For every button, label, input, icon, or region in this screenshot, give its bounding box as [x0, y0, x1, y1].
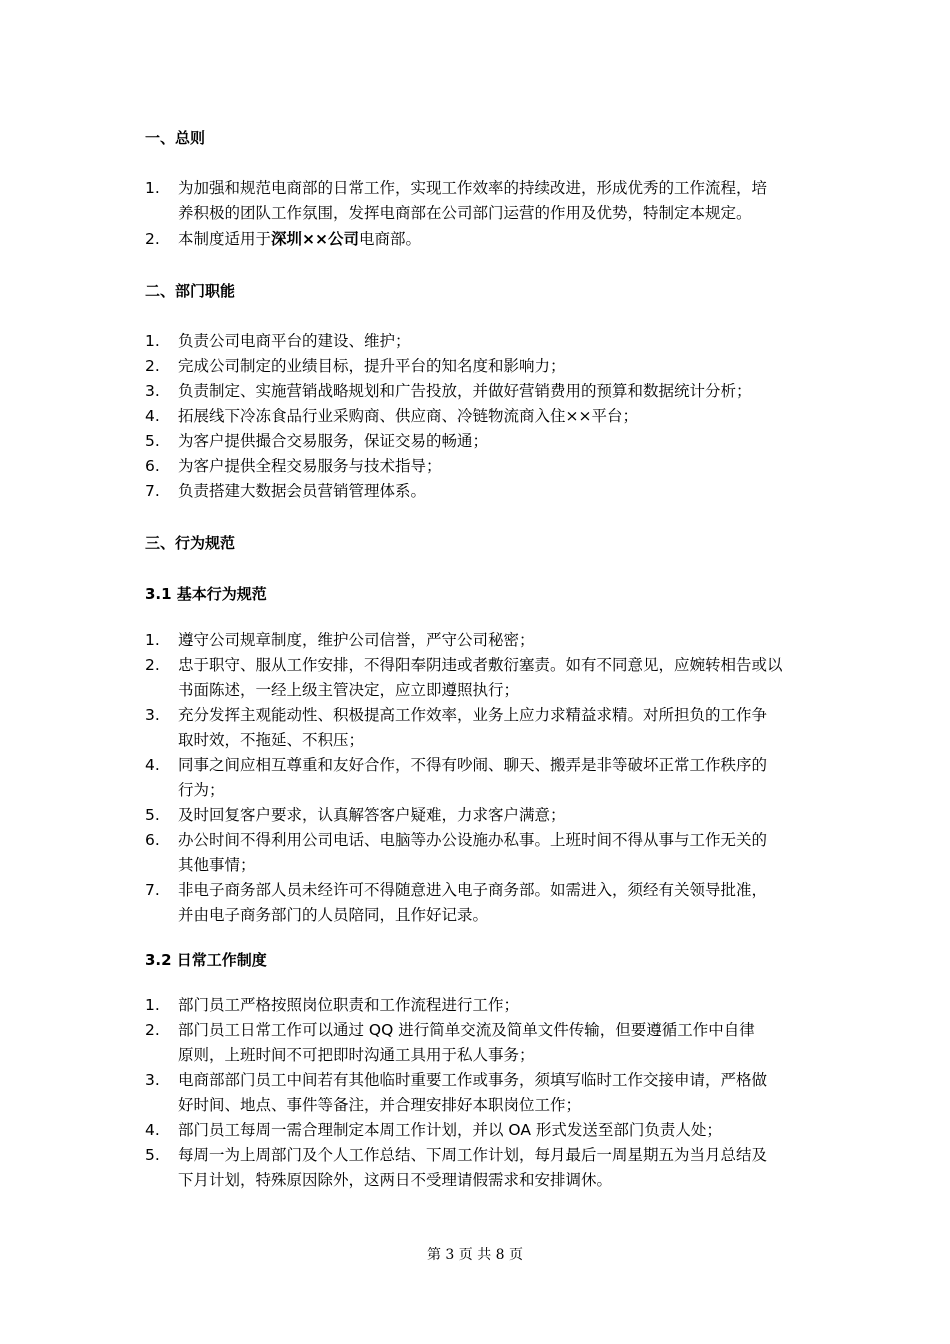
list-item: [145, 993, 810, 1018]
list-item: [145, 429, 810, 454]
list-number: 3.: [145, 1071, 160, 1089]
list-number: 2.: [145, 1021, 160, 1039]
list-text-line: 办公时间不得利用公司电话、电脑等办公设施办私事。上班时间不得从事与工作无关的: [178, 831, 768, 849]
list-text-line: 完成公司制定的业绩目标，提升平台的知名度和影响力；: [178, 357, 566, 375]
list-number: 7.: [145, 881, 160, 899]
list-text-line: 原则，上班时间不可把即时沟通工具用于私人事务；: [178, 1046, 535, 1064]
list-text-line: 每周一为上周部门及个人工作总结、下周工作计划，每月最后一周星期五为当月总结及: [178, 1146, 768, 1164]
list-item: [145, 653, 810, 703]
list-number: 1.: [145, 631, 160, 649]
section-heading-functions: 二、部门职能: [145, 282, 236, 300]
list-item: [145, 753, 810, 803]
list-number: 3.: [145, 706, 160, 724]
list-text-line: 遵守公司规章制度，维护公司信誉，严守公司秘密；: [178, 631, 535, 649]
list-text-line: 养积极的团队工作氛围，发挥电商部在公司部门运营的作用及优势，特制定本规定。: [178, 204, 752, 222]
list-text-line: 拓展线下冷冻食品行业采购商、供应商、冷链物流商入住××平台；: [178, 407, 638, 425]
list-item: [145, 1018, 810, 1068]
list-number: 1.: [145, 179, 160, 197]
section-heading-conduct: 三、行为规范: [145, 534, 236, 552]
list-item: [145, 1118, 810, 1143]
list-text-line: 书面陈述，一经上级主管决定，应立即遵照执行；: [178, 681, 520, 699]
list-text-line: 同事之间应相互尊重和友好合作，不得有吵闹、聊天、搬弄是非等破坏正常工作秩序的: [178, 756, 768, 774]
list-text-line: 为加强和规范电商部的日常工作，实现工作效率的持续改进，形成优秀的工作流程，培: [178, 179, 768, 197]
list-text-line: 充分发挥主观能动性、积极提高工作效率，业务上应力求精益求精。对所担负的工作争: [178, 706, 768, 724]
list-number: 6.: [145, 457, 160, 475]
list-number: 2.: [145, 357, 160, 375]
list-text-line: 并由电子商务部门的人员陪同，且作好记录。: [178, 906, 489, 924]
list-item: [145, 354, 810, 379]
list-item: [145, 379, 810, 404]
list-text-pre: 本制度适用于: [178, 230, 272, 248]
list-item: [145, 329, 810, 354]
list-text-line: 部门员工日常工作可以通过 QQ 进行简单交流及简单文件传输，但要遵循工作中自律: [178, 1021, 755, 1039]
subsection-heading-daily-work: 3.2 日常工作制度: [145, 951, 267, 969]
page-footer: 第 3 页 共 8 页: [426, 1247, 524, 1263]
list-text-line: 负责制定、实施营销战略规划和广告投放，并做好营销费用的预算和数据统计分析；: [178, 382, 752, 400]
list-text-line: [178, 227, 810, 252]
list-item: [145, 454, 810, 479]
list-item: [145, 176, 810, 226]
list-item: [145, 404, 810, 429]
list-text-post: 电商部。: [359, 230, 422, 248]
list-text-line: 取时效，不拖延、不积压；: [178, 731, 365, 749]
list-item: [145, 828, 810, 878]
list-number: 2.: [145, 230, 160, 248]
section-heading-general: 一、总则: [145, 129, 206, 147]
list-text-line: 下月计划，特殊原因除外，这两日不受理请假需求和安排调休。: [178, 1171, 613, 1189]
list-text-line: 负责搭建大数据会员营销管理体系。: [178, 482, 427, 500]
list-number: 5.: [145, 1146, 160, 1164]
company-name: 深圳××公司: [271, 230, 359, 248]
list-number: 4.: [145, 1121, 160, 1139]
list-number: 5.: [145, 432, 160, 450]
list-text-line: 非电子商务部人员未经许可不得随意进入电子商务部。如需进入，须经有关领导批准，: [178, 881, 768, 899]
list-text-line: 及时回复客户要求，认真解答客户疑难，力求客户满意；: [178, 806, 566, 824]
list-text-line: 为客户提供撮合交易服务，保证交易的畅通；: [178, 432, 489, 450]
list-number: 2.: [145, 656, 160, 674]
list-item: [145, 803, 810, 828]
list-number: 4.: [145, 407, 160, 425]
list-text-line: 行为；: [178, 781, 225, 799]
list-item: [145, 878, 810, 928]
list-text-line: 部门员工严格按照岗位职责和工作流程进行工作；: [178, 996, 520, 1014]
list-item: [145, 1068, 810, 1118]
list-number: 1.: [145, 332, 160, 350]
list-text-line: 电商部部门员工中间若有其他临时重要工作或事务，须填写临时工作交接申请，严格做: [178, 1071, 768, 1089]
list-item: [145, 227, 810, 252]
list-item: [145, 628, 810, 653]
subsection-heading-basic-conduct: 3.1 基本行为规范: [145, 585, 267, 603]
list-number: 7.: [145, 482, 160, 500]
list-item: [145, 479, 810, 504]
list-item: [145, 1143, 810, 1193]
list-number: 6.: [145, 831, 160, 849]
list-text-line: 其他事情；: [178, 856, 256, 874]
list-text-line: 为客户提供全程交易服务与技术指导；: [178, 457, 442, 475]
list-text-line: 部门员工每周一需合理制定本周工作计划，并以 OA 形式发送至部门负责人处；: [178, 1121, 722, 1139]
list-number: 3.: [145, 382, 160, 400]
list-text-line: 忠于职守、服从工作安排，不得阳奉阴违或者敷衍塞责。如有不同意见，应婉转相告或以: [178, 656, 783, 674]
list-number: 4.: [145, 756, 160, 774]
list-item: [145, 703, 810, 753]
list-number: 1.: [145, 996, 160, 1014]
list-number: 5.: [145, 806, 160, 824]
list-text-line: 负责公司电商平台的建设、维护；: [178, 332, 411, 350]
list-text-line: 好时间、地点、事件等备注，并合理安排好本职岗位工作；: [178, 1096, 582, 1114]
